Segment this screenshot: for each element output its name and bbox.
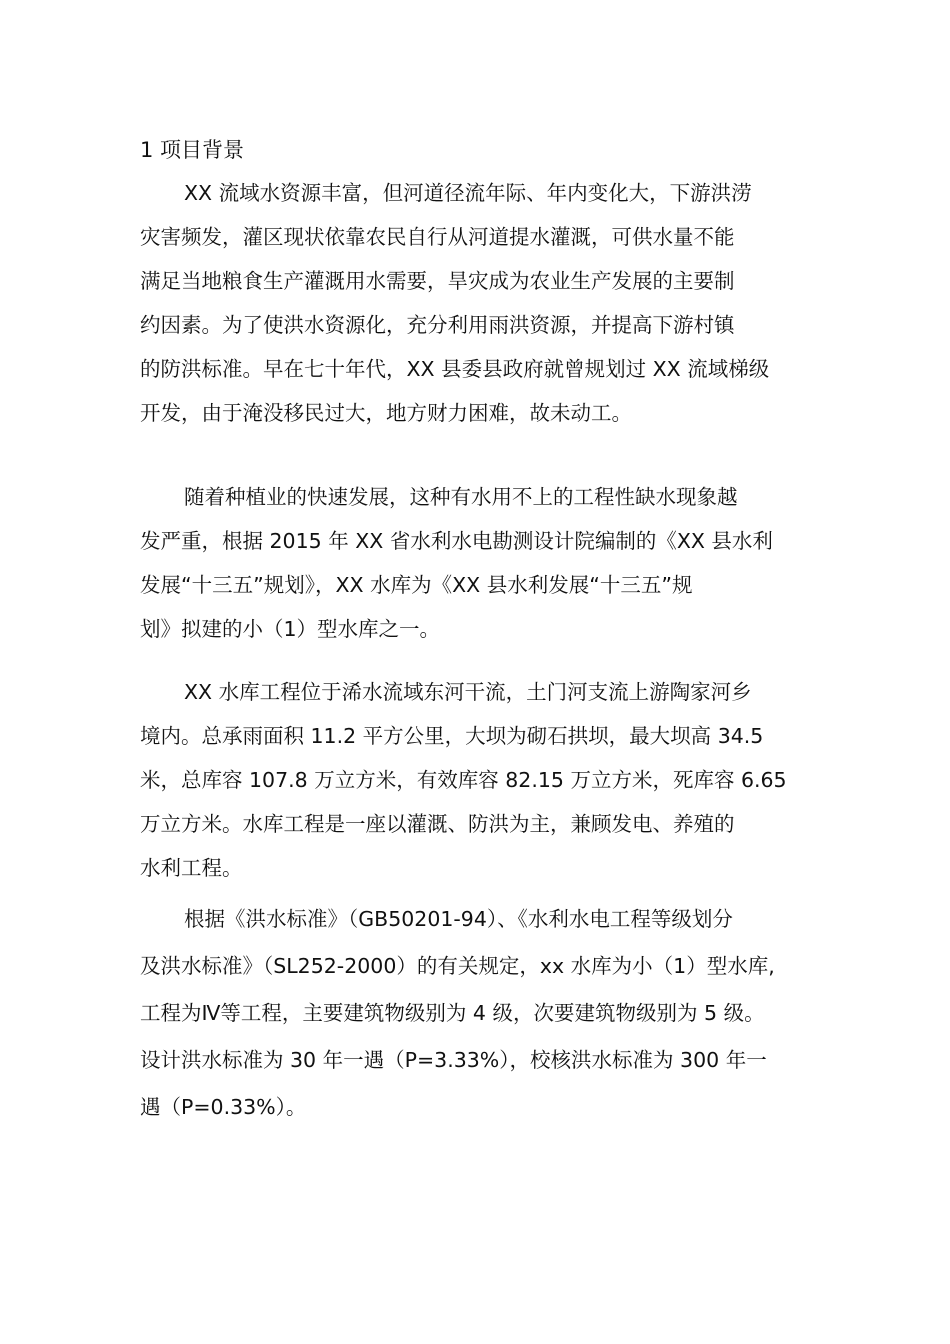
paragraph-planning	[140, 475, 812, 651]
paragraph-line: 及洪水标准》（SL252-2000）的有关规定，xx 水库为小（1）型水库,	[140, 954, 775, 978]
paragraph-line: 的防洪标准。早在七十年代，XX 县委县政府就曾规划过 XX 流域梯级	[140, 357, 770, 381]
paragraph-line: 设计洪水标准为 30 年一遇（P=3.33%），校核洪水标准为 300 年一	[140, 1048, 767, 1072]
paragraph-line: 灾害频发，灌区现状依靠农民自行从河道提水灌溉，可供水量不能	[140, 225, 735, 249]
section-heading: 1 项目背景	[140, 138, 245, 162]
paragraph-line: 境内。总承雨面积 11.2 平方公里，大坝为砌石拱坝，最大坝高 34.5	[140, 724, 764, 748]
paragraph-line: 发展“十三五”规划》，XX 水库为《XX 县水利发展“十三五”规	[140, 573, 693, 597]
paragraph-line: XX 流域水资源丰富，但河道径流年际、年内变化大，下游洪涝	[184, 181, 752, 205]
paragraph-line: 遇（P=0.33%）。	[140, 1095, 307, 1119]
paragraph-line: 水利工程。	[140, 856, 243, 880]
paragraph-line: 随着种植业的快速发展，这种有水用不上的工程性缺水现象越	[184, 485, 738, 509]
paragraph-line: 发严重，根据 2015 年 XX 省水利水电勘测设计院编制的《XX 县水利	[140, 529, 773, 553]
paragraph-line: 米，总库容 107.8 万立方米，有效库容 82.15 万立方米，死库容 6.65	[140, 768, 787, 792]
paragraph-line: 工程为Ⅳ等工程，主要建筑物级别为 4 级，次要建筑物级别为 5 级。	[140, 1001, 765, 1025]
paragraph-line: 开发，由于淹没移民过大，地方财力困难，故未动工。	[140, 401, 632, 425]
paragraph-standards	[140, 896, 812, 1131]
paragraph-line: 满足当地粮食生产灌溉用水需要，旱灾成为农业生产发展的主要制	[140, 269, 735, 293]
paragraph-background	[140, 171, 812, 435]
paragraph-line: 划》拟建的小（1）型水库之一。	[140, 617, 441, 641]
paragraph-line: 万立方米。水库工程是一座以灌溉、防洪为主，兼顾发电、养殖的	[140, 812, 735, 836]
paragraph-location	[140, 670, 812, 890]
paragraph-line: XX 水库工程位于浠水流域东河干流，土门河支流上游陶家河乡	[184, 680, 752, 704]
paragraph-line: 根据《洪水标准》（GB50201-94）、《水利水电工程等级划分	[184, 907, 733, 931]
paragraph-line: 约因素。为了使洪水资源化，充分利用雨洪资源，并提高下游村镇	[140, 313, 735, 337]
